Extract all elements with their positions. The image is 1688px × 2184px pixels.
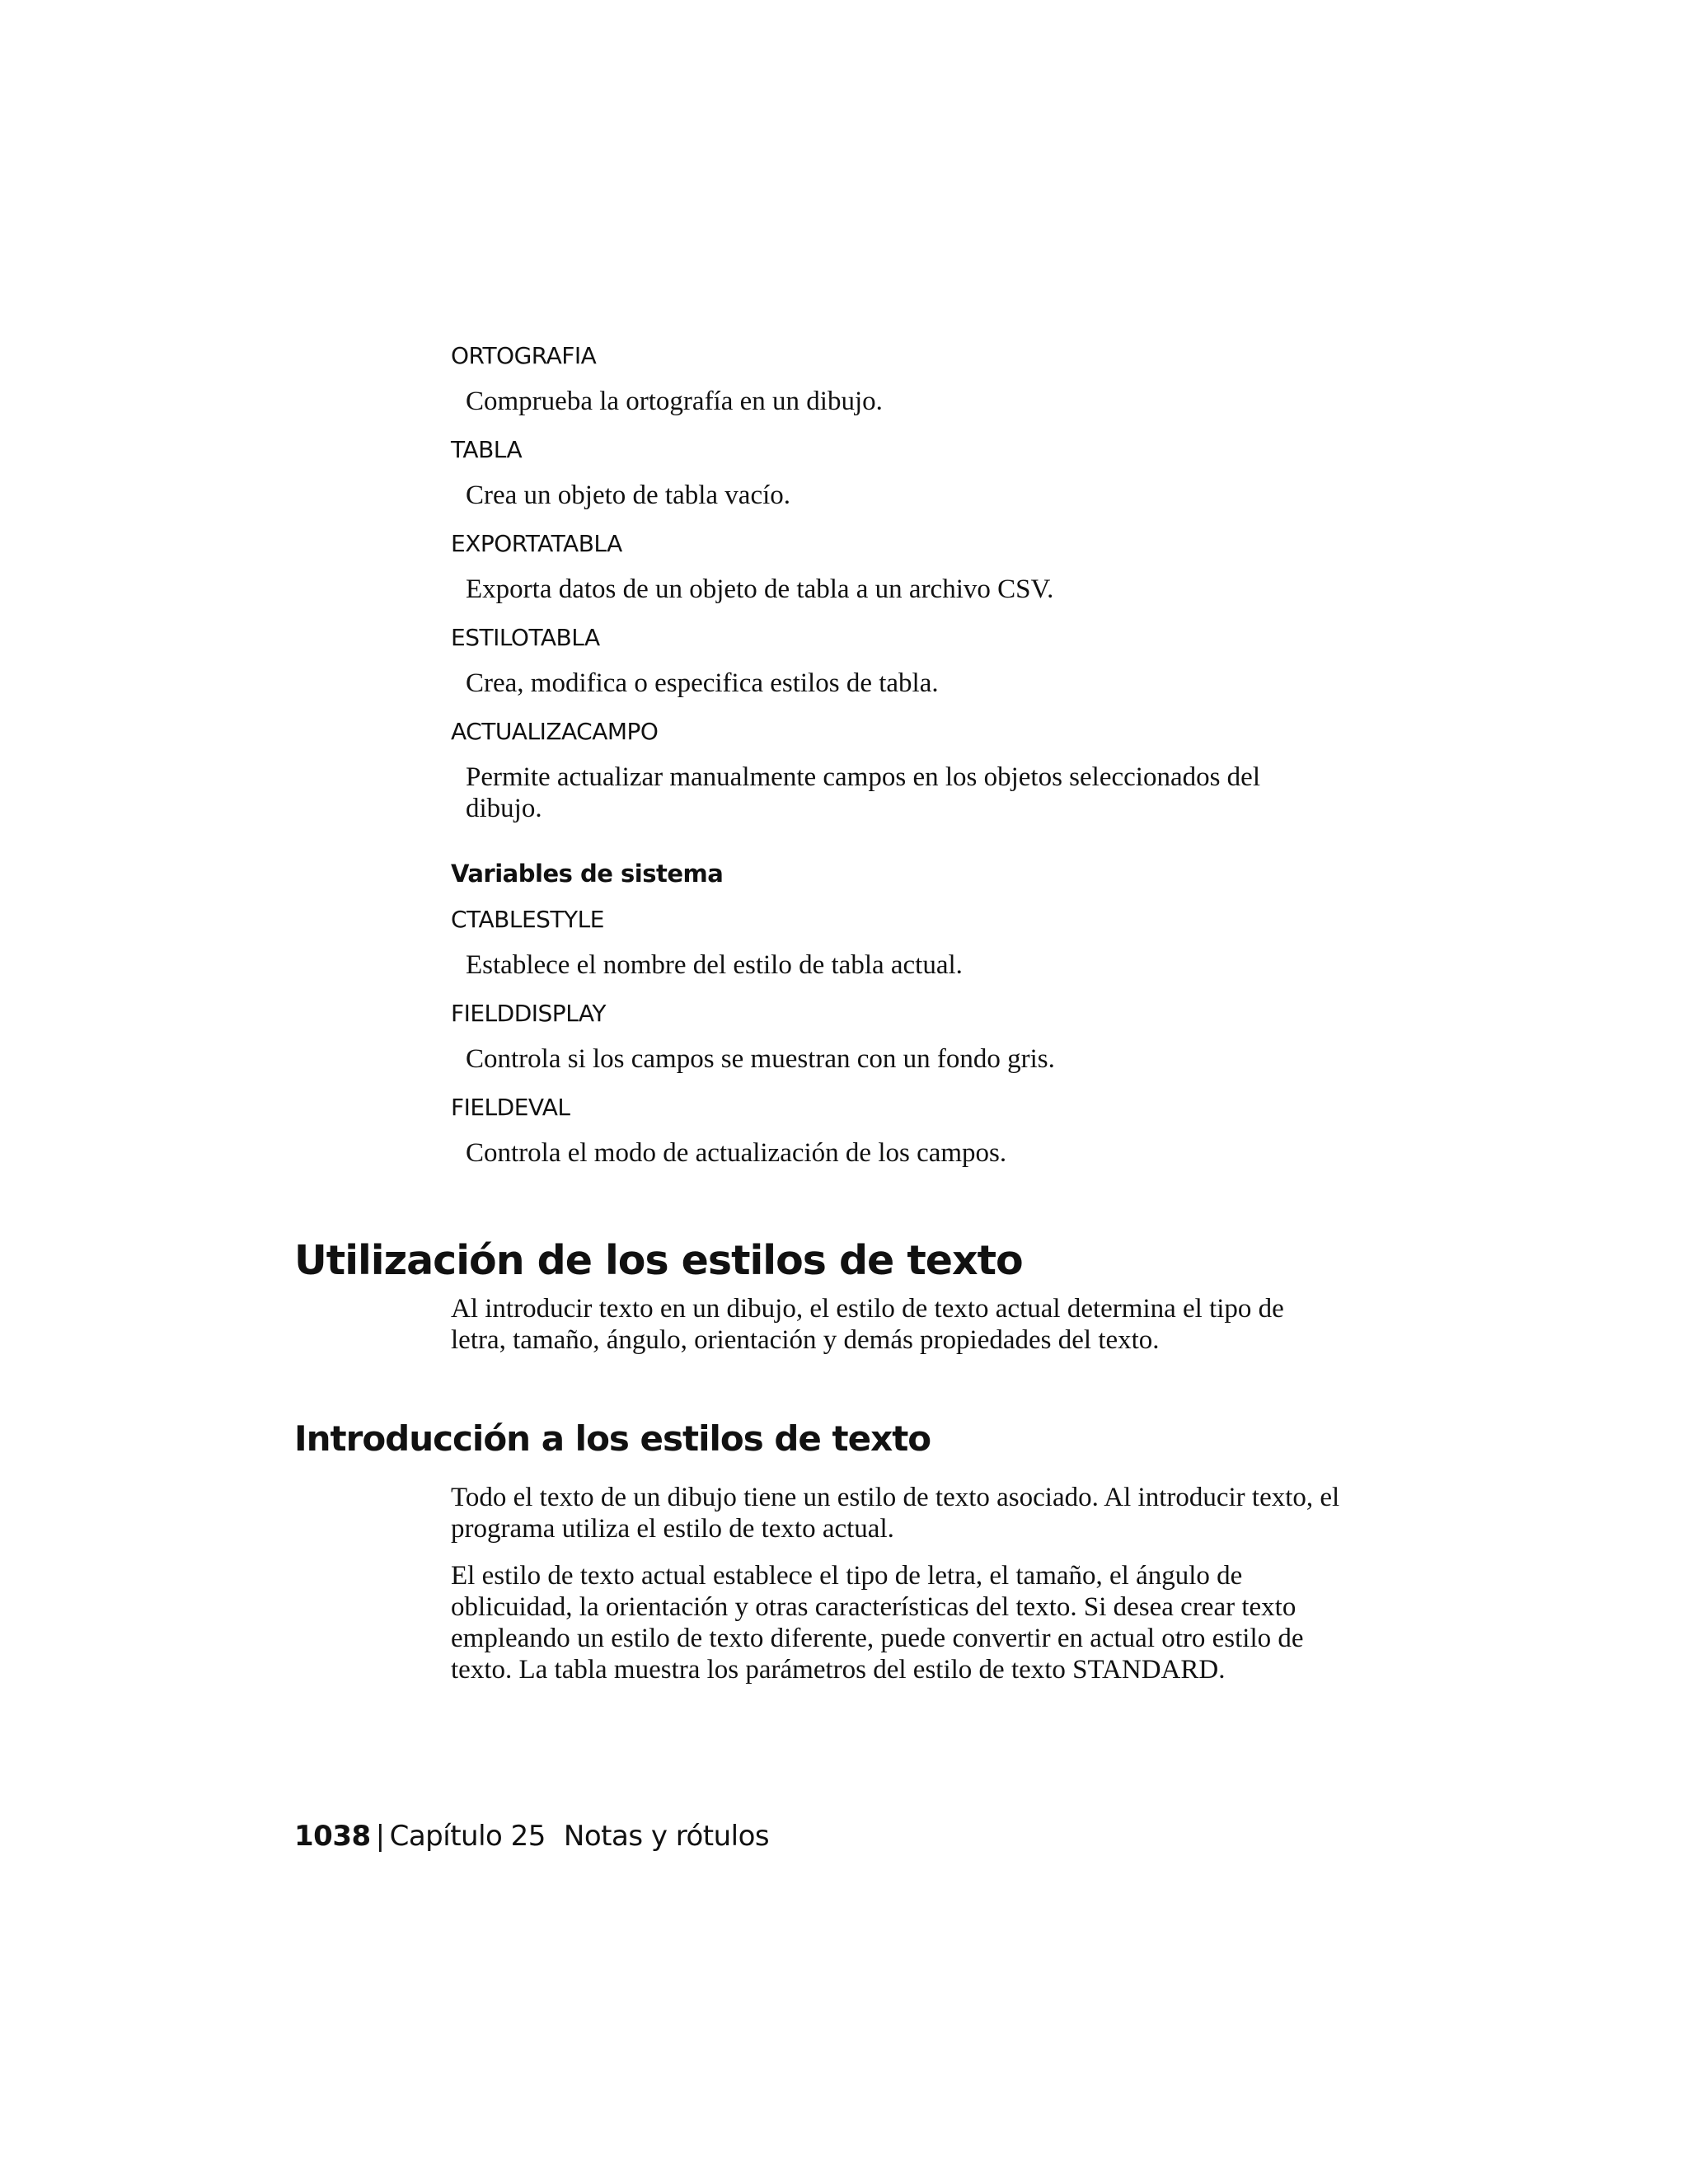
section-paragraph: Al introducir texto en un dibujo, el estilo de texto actual determina el tipo de letra, tamaño, ángulo, orientación y demás propiedades del texto. — [451, 1294, 1284, 1355]
subsection-paragraph: El estilo de texto actual establece el tipo de letra, el tamaño, el ángulo de oblicuidad, la orientación y otras características del texto. Si desea crear texto empleando un estilo de texto diferente, puede convertir en actual otro estilo de texto. La tabla muestra los parámetros del estilo de texto STANDARD. — [451, 1561, 1304, 1685]
section-heading: Utilización de los estilos de texto — [294, 1237, 1023, 1284]
command-list — [451, 340, 1349, 1185]
variable-name: CTABLESTYLE — [451, 906, 604, 933]
command-description: Permite actualizar manualmente campos en los objetos seleccionados del dibujo. — [466, 762, 1260, 823]
command-name: ORTOGRAFIA — [451, 342, 597, 369]
variable-name: FIELDEVAL — [451, 1094, 570, 1121]
command-description: Comprueba la ortografía en un dibujo. — [466, 387, 883, 416]
page-number: 1038 — [294, 1820, 371, 1853]
subsection-paragraph: Todo el texto de un dibujo tiene un estilo de texto asociado. Al introducir texto, el programa utiliza el estilo de texto actual. — [451, 1483, 1340, 1544]
system-variables-heading: Variables de sistema — [451, 860, 724, 888]
command-description: Crea un objeto de tabla vacío. — [466, 480, 791, 510]
command-name: ACTUALIZACAMPO — [451, 718, 659, 745]
chapter-title: Notas y rótulos — [563, 1820, 770, 1853]
variable-description: Controla el modo de actualización de los campos. — [466, 1138, 1007, 1168]
command-name: TABLA — [451, 436, 523, 463]
page-footer — [294, 1818, 769, 1854]
subsection-heading: Introducción a los estilos de texto — [294, 1418, 931, 1459]
variable-description: Controla si los campos se muestran con un fondo gris. — [466, 1044, 1055, 1074]
footer-separator: | — [375, 1820, 385, 1853]
variable-description: Establece el nombre del estilo de tabla actual. — [466, 950, 963, 980]
command-name: ESTILOTABLA — [451, 624, 600, 651]
chapter-label: Capítulo 25 — [389, 1820, 546, 1853]
variable-name: FIELDDISPLAY — [451, 1000, 607, 1027]
command-description: Exporta datos de un objeto de tabla a un archivo CSV. — [466, 574, 1054, 604]
command-description: Crea, modifica o especifica estilos de tabla. — [466, 668, 939, 698]
command-name: EXPORTATABLA — [451, 530, 622, 557]
